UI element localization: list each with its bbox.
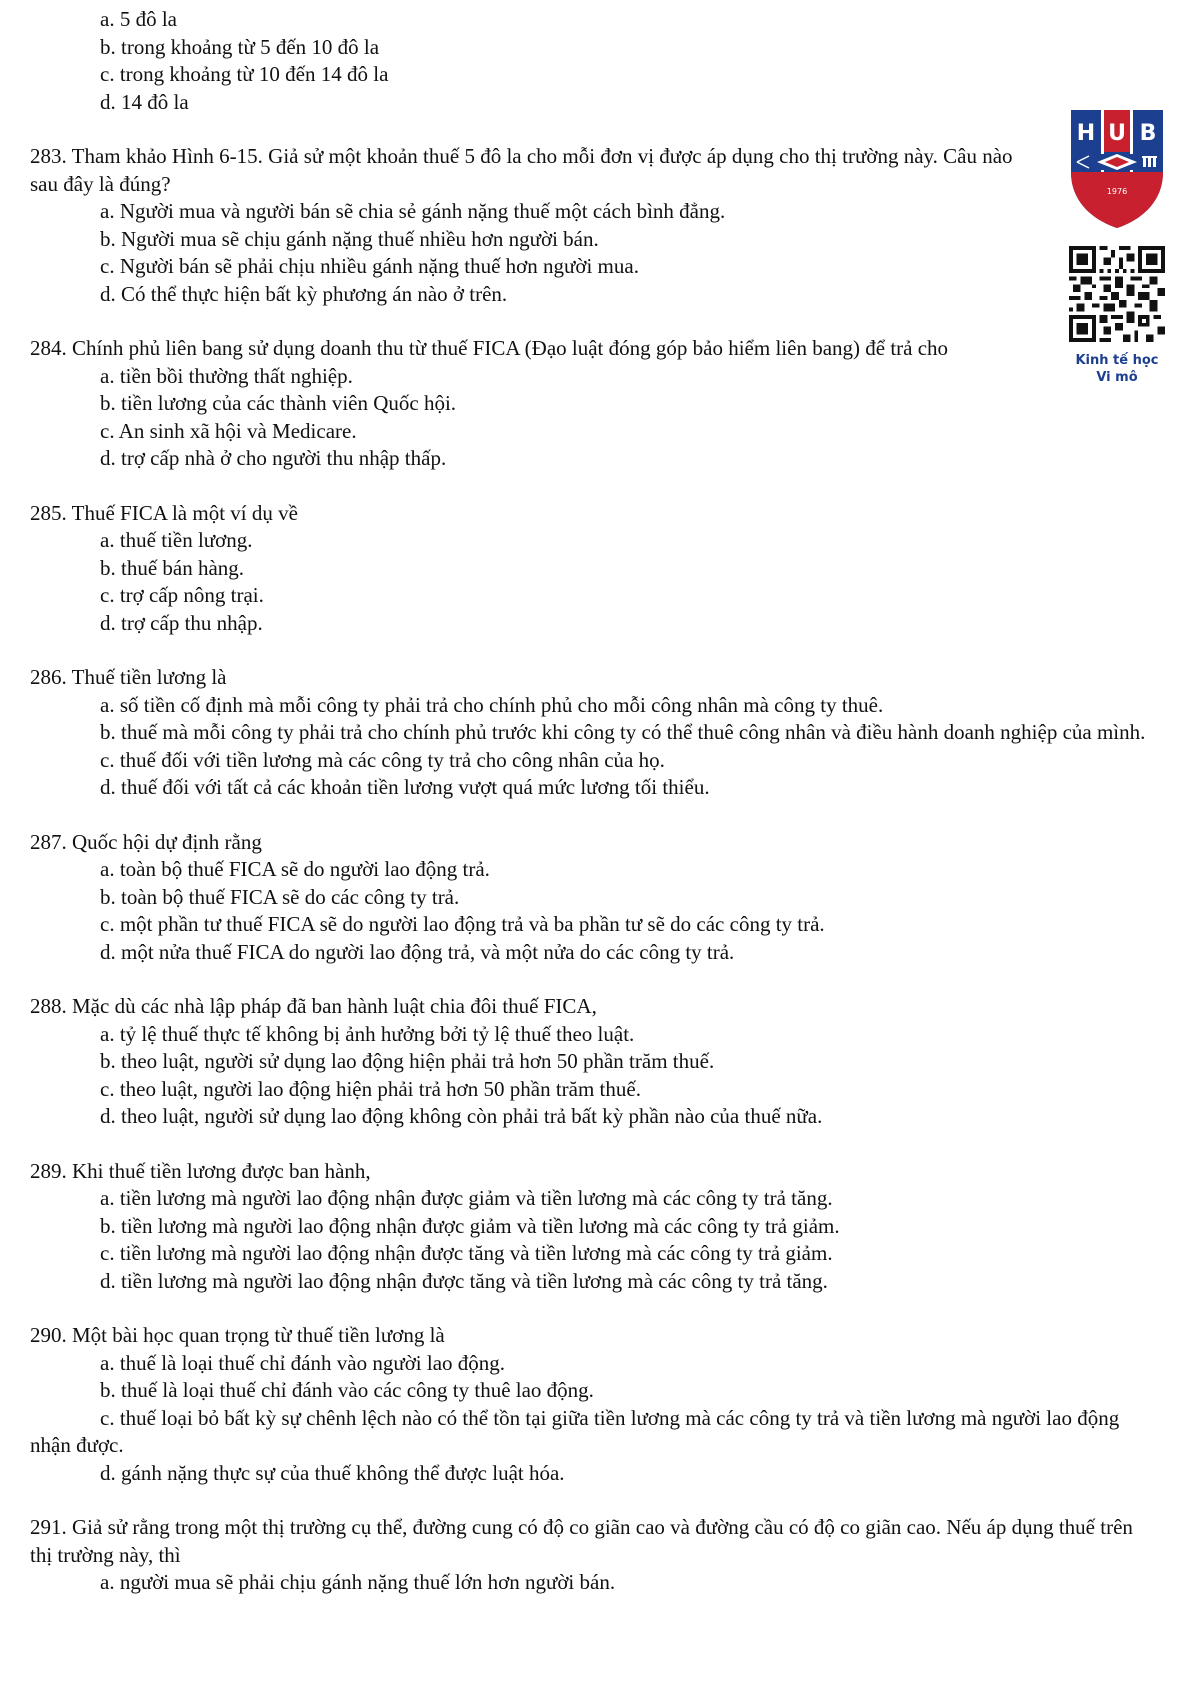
question-stem: 284. Chính phủ liên bang sử dụng doanh thu từ thuế FICA (Đạo luật đóng góp bảo hiểm liên bang) để trả cho bbox=[30, 336, 949, 360]
question-290 bbox=[30, 1322, 1150, 1487]
logo-letter-b: B bbox=[1139, 121, 1157, 146]
question-stem: 287. Quốc hội dự định rằng bbox=[30, 829, 262, 854]
course-label-line1: Kinh tế học bbox=[1075, 353, 1159, 368]
option-b: b. Người mua sẽ chịu gánh nặng thuế nhiều hơn người bán. bbox=[100, 226, 599, 251]
option-c: c. trợ cấp nông trại. bbox=[100, 583, 264, 607]
option-a: a. tỷ lệ thuế thực tế không bị ảnh hưởng bởi tỷ lệ thuế theo luật. bbox=[100, 1021, 635, 1046]
option-a: a. tiền bồi thường thất nghiệp. bbox=[100, 363, 353, 388]
option-c: c. Người bán sẽ phải chịu nhiều gánh nặng thuế hơn người mua. bbox=[100, 254, 639, 278]
question-stem: 291. Giả sử rằng trong một thị trường cụ thể, đường cung có độ co giãn cao và đường cầu có độ co giãn cao. Nếu áp dụng thuế trên thị trường này, thì bbox=[30, 1515, 1133, 1567]
option-d: d. 14 đô la bbox=[100, 89, 189, 114]
option-c: c. tiền lương mà người lao động nhận được tăng và tiền lương mà các công ty trả giảm. bbox=[100, 1241, 833, 1265]
qr-code-icon bbox=[1069, 246, 1165, 342]
option-d: d. Có thể thực hiện bất kỳ phương án nào ở trên. bbox=[100, 281, 508, 306]
option-c: c. thuế loại bỏ bất kỳ sự chênh lệch nào có thể tồn tại giữa tiền lương mà các công ty trả và tiền lương mà người lao động nhận được. bbox=[30, 1405, 1120, 1457]
question-stem: 288. Mặc dù các nhà lập pháp đã ban hành luật chia đôi thuế FICA, bbox=[30, 994, 597, 1018]
logo-letter-u: U bbox=[1108, 121, 1126, 146]
question-stem: 290. Một bài học quan trọng từ thuế tiền lương là bbox=[30, 1323, 445, 1347]
option-c: c. một phần tư thuế FICA sẽ do người lao động trả và ba phần tư sẽ do các công ty trả. bbox=[100, 912, 825, 936]
course-label-line2: Vi mô bbox=[1096, 370, 1138, 385]
option-a: a. thuế là loại thuế chỉ đánh vào người lao động. bbox=[100, 1350, 506, 1375]
option-d: d. tiền lương mà người lao động nhận được tăng và tiền lương mà các công ty trả tăng. bbox=[100, 1268, 828, 1293]
option-b: b. toàn bộ thuế FICA sẽ do các công ty trả. bbox=[100, 884, 460, 909]
option-d: d. trợ cấp thu nhập. bbox=[100, 610, 263, 635]
logo-year: 1976 bbox=[1106, 187, 1128, 196]
option-b: b. trong khoảng từ 5 đến 10 đô la bbox=[100, 34, 380, 59]
hub-logo bbox=[1067, 110, 1167, 228]
question-stem: 289. Khi thuế tiền lương được ban hành, bbox=[30, 1158, 371, 1183]
option-a: a. toàn bộ thuế FICA sẽ do người lao động trả. bbox=[100, 857, 490, 881]
question-stem: 286. Thuế tiền lương là bbox=[30, 665, 227, 689]
option-d: d. trợ cấp nhà ở cho người thu nhập thấp. bbox=[100, 446, 447, 470]
option-c: c. thuế đối với tiền lương mà các công ty trả cho công nhân của họ. bbox=[100, 747, 665, 772]
option-b: b. theo luật, người sử dụng lao động hiện phải trả hơn 50 phần trăm thuế. bbox=[100, 1049, 715, 1073]
option-a: a. thuế tiền lương. bbox=[100, 528, 253, 552]
option-d: d. gánh nặng thực sự của thuế không thể được luật hóa. bbox=[100, 1460, 565, 1485]
option-b: b. tiền lương của các thành viên Quốc hội. bbox=[100, 391, 457, 415]
question-286 bbox=[30, 664, 1150, 802]
question-287 bbox=[30, 829, 1150, 967]
option-a: a. số tiền cố định mà mỗi công ty phải trả cho chính phủ cho mỗi công nhân mà công ty thuê. bbox=[100, 692, 884, 717]
question-285 bbox=[30, 500, 1150, 638]
option-b: b. thuế là loại thuế chỉ đánh vào các công ty thuê lao động. bbox=[100, 1378, 594, 1402]
question-stem: 285. Thuế FICA là một ví dụ về bbox=[30, 500, 298, 525]
option-b: b. thuế bán hàng. bbox=[100, 555, 245, 580]
question-289 bbox=[30, 1158, 1150, 1296]
question-291 bbox=[30, 1514, 1150, 1597]
option-c: c. trong khoảng từ 10 đến 14 đô la bbox=[100, 62, 389, 86]
option-c: c. An sinh xã hội và Medicare. bbox=[100, 418, 357, 443]
option-b: b. tiền lương mà người lao động nhận được giảm và tiền lương mà các công ty trả giảm. bbox=[100, 1213, 840, 1238]
course-label bbox=[1063, 352, 1171, 386]
question-284 bbox=[30, 335, 1150, 473]
option-d: d. một nửa thuế FICA do người lao động trả, và một nửa do các công ty trả. bbox=[100, 939, 735, 964]
option-b: b. thuế mà mỗi công ty phải trả cho chính phủ trước khi công ty có thể thuê công nhân và điều hành doanh nghiệp của mình. bbox=[100, 720, 1146, 744]
question-283 bbox=[30, 143, 1150, 308]
logo-letter-h: H bbox=[1076, 121, 1096, 146]
top-options bbox=[30, 6, 1150, 116]
option-a: a. Người mua và người bán sẽ chia sẻ gánh nặng thuế một cách bình đẳng. bbox=[100, 199, 726, 223]
option-a: a. người mua sẽ phải chịu gánh nặng thuế lớn hơn người bán. bbox=[100, 1570, 616, 1594]
question-stem: 283. Tham khảo Hình 6-15. Giả sử một khoản thuế 5 đô la cho mỗi đơn vị được áp dụng cho thị trường này. Câu nào sau đây là đúng? bbox=[30, 144, 1013, 196]
sidebar-branding bbox=[1063, 110, 1171, 386]
option-c: c. theo luật, người lao động hiện phải trả hơn 50 phần trăm thuế. bbox=[100, 1076, 641, 1101]
option-a: a. 5 đô la bbox=[100, 7, 177, 31]
option-d: d. theo luật, người sử dụng lao động không còn phải trả bất kỳ phần nào của thuế nữa. bbox=[100, 1104, 823, 1128]
option-d: d. thuế đối với tất cả các khoản tiền lương vượt quá mức lương tối thiểu. bbox=[100, 775, 710, 799]
question-288 bbox=[30, 993, 1150, 1131]
option-a: a. tiền lương mà người lao động nhận được giảm và tiền lương mà các công ty trả tăng. bbox=[100, 1186, 833, 1210]
document-body bbox=[30, 6, 1150, 1597]
